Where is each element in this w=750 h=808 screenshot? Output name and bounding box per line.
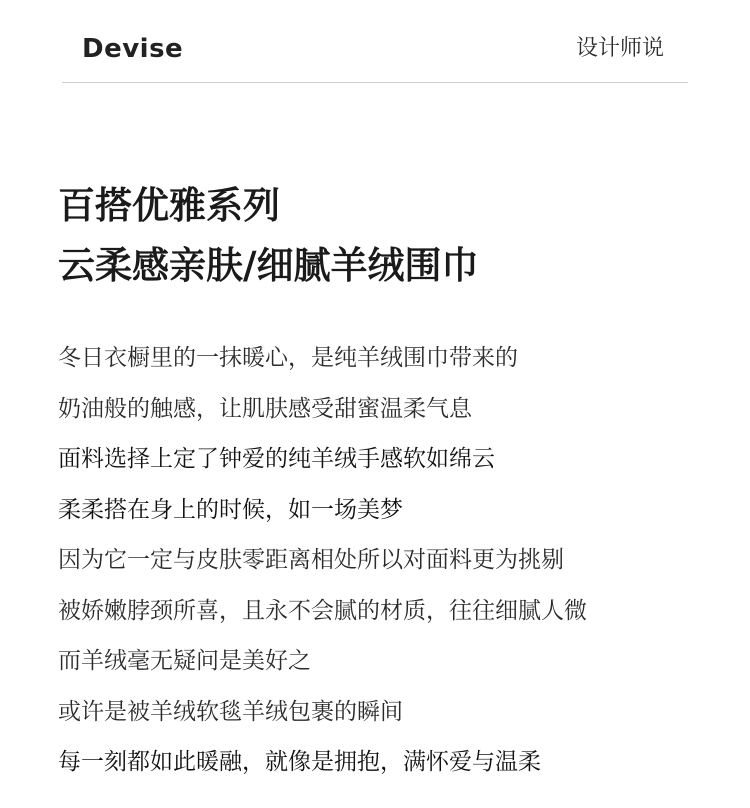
description-line: 冬日衣橱里的一抹暖心，是纯羊绒围巾带来的 — [58, 345, 518, 371]
page-title-line-1: 百搭优雅系列 — [58, 184, 280, 227]
description-line: 每一刻都如此暖融，就像是拥抱，满怀爱与温柔 — [58, 749, 541, 775]
description-line: 因为它一定与皮肤零距离相处所以对面料更为挑剔 — [58, 547, 564, 573]
description-line: 柔柔搭在身上的时候，如一场美梦 — [58, 496, 403, 523]
description-line: 或许是被羊绒软毯羊绒包裹的瞬间 — [58, 698, 403, 725]
header — [62, 0, 688, 83]
title-block — [58, 176, 479, 296]
page-title-line-2: 云柔感亲肤/细腻羊绒围巾 — [58, 244, 479, 287]
designer-says-link[interactable]: 设计师说 — [575, 36, 664, 61]
description-line: 而羊绒毫无疑问是美好之 — [58, 648, 311, 674]
description-line: 面料选择上定了钟爱的纯羊绒手感软如绵云 — [58, 446, 495, 472]
description-line: 被娇嫩脖颈所喜，且永不会腻的材质，往往细腻人微 — [58, 597, 587, 624]
brand-logo[interactable]: Devise — [82, 34, 184, 64]
description-line: 奶油般的触感，让肌肤感受甜蜜温柔气息 — [58, 395, 472, 422]
description-text — [58, 333, 587, 788]
